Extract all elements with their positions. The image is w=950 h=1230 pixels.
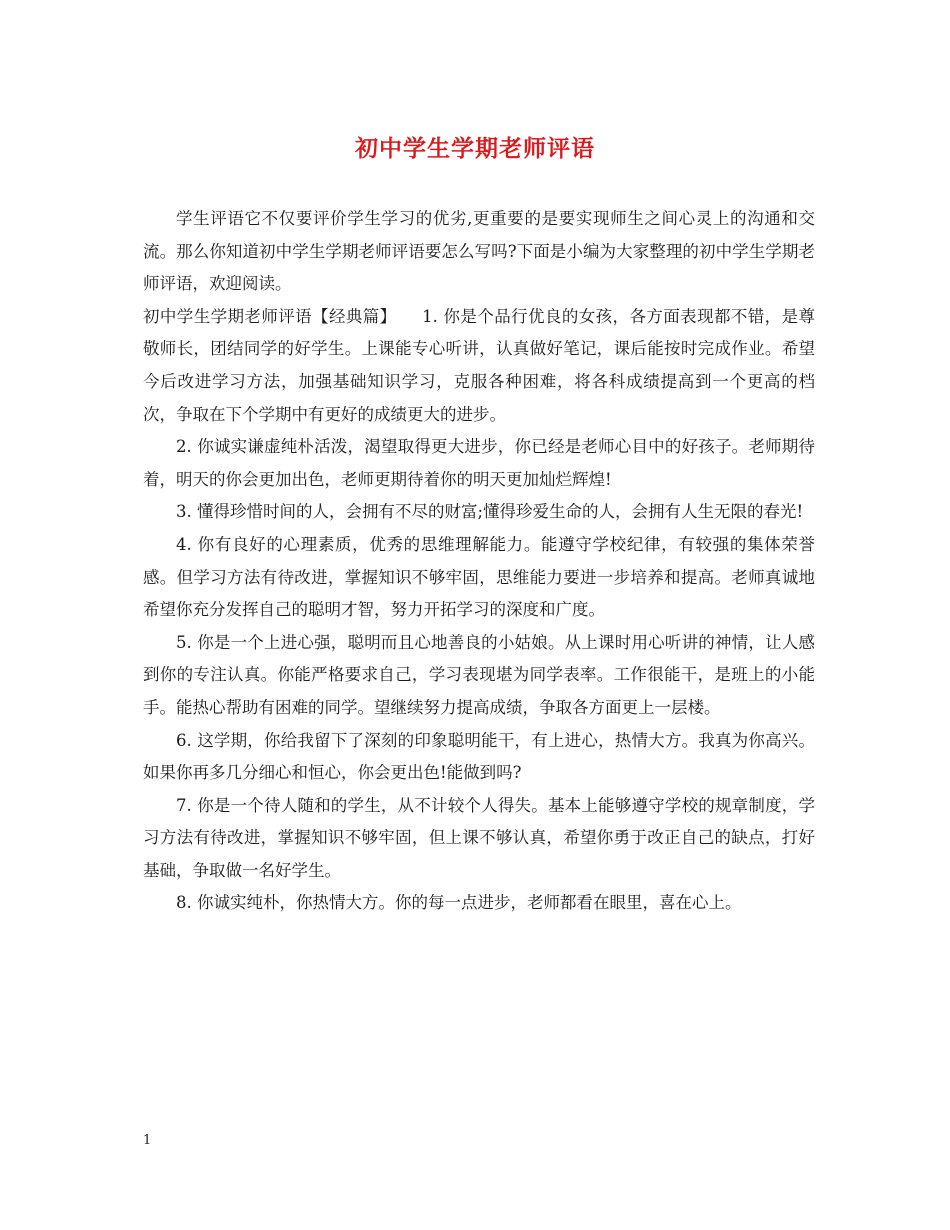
section-heading-paragraph: 初中学生学期老师评语【经典篇】 1. 你是个品行优良的女孩，各方面表现都不错，是尊敬师长，团结同学的好学生。上课能专心听讲，认真做好笔记，课后能按时完成作业。希望今后改进学习方法，加强基础知识学习，克服各种困难，将各科成绩提高到一个更高的档次，争取在下个学期中有更好的成绩更大的进步。 — [143, 306, 815, 424]
document-title: 初中学生学期老师评语 — [355, 135, 595, 162]
document-body — [143, 203, 815, 920]
comment-paragraph-3: 3. 懂得珍惜时间的人，会拥有不尽的财富;懂得珍爱生命的人，会拥有人生无限的春光! — [176, 502, 804, 522]
comment-paragraph-8: 8. 你诚实纯朴，你热情大方。你的每一点进步，老师都看在眼里，喜在心上。 — [176, 893, 742, 913]
comment-paragraph-4: 4. 你有良好的心理素质，优秀的思维理解能力。能遵守学校纪律，有较强的集体荣誉感。但学习方法有待改进，掌握知识不够牢固，思维能力要进一步培养和提高。老师真诚地希望你充分发挥自己的聪明才智，努力开拓学习的深度和广度。 — [143, 534, 815, 620]
page-number: 1 — [143, 1133, 152, 1148]
comment-paragraph-2: 2. 你诚实谦虚纯朴活泼，渴望取得更大进步，你已经是老师心目中的好孩子。老师期待着，明天的你会更加出色，老师更期待着你的明天更加灿烂辉煌! — [143, 437, 815, 489]
comment-paragraph-7: 7. 你是一个待人随和的学生，从不计较个人得失。基本上能够遵守学校的规章制度，学习方法有待改进，掌握知识不够牢固，但上课不够认真，希望你勇于改正自己的缺点，打好基础，争取做一名好学生。 — [143, 795, 815, 880]
comment-paragraph-5: 5. 你是一个上进心强，聪明而且心地善良的小姑娘。从上课时用心听讲的神情，让人感到你的专注认真。你能严格要求自己，学习表现堪为同学表率。工作很能干，是班上的小能手。能热心帮助有困难的同学。望继续努力提高成绩，争取各方面更上一层楼。 — [143, 632, 815, 717]
intro-paragraph: 学生评语它不仅要评价学生学习的优劣,更重要的是要实现师生之间心灵上的沟通和交流。那么你知道初中学生学期老师评语要怎么写吗?下面是小编为大家整理的初中学生学期老师评语，欢迎阅读。 — [143, 209, 815, 294]
comment-paragraph-6: 6. 这学期，你给我留下了深刻的印象聪明能干，有上进心，热情大方。我真为你高兴。如果你再多几分细心和恒心，你会更出色!能做到吗? — [143, 730, 815, 783]
